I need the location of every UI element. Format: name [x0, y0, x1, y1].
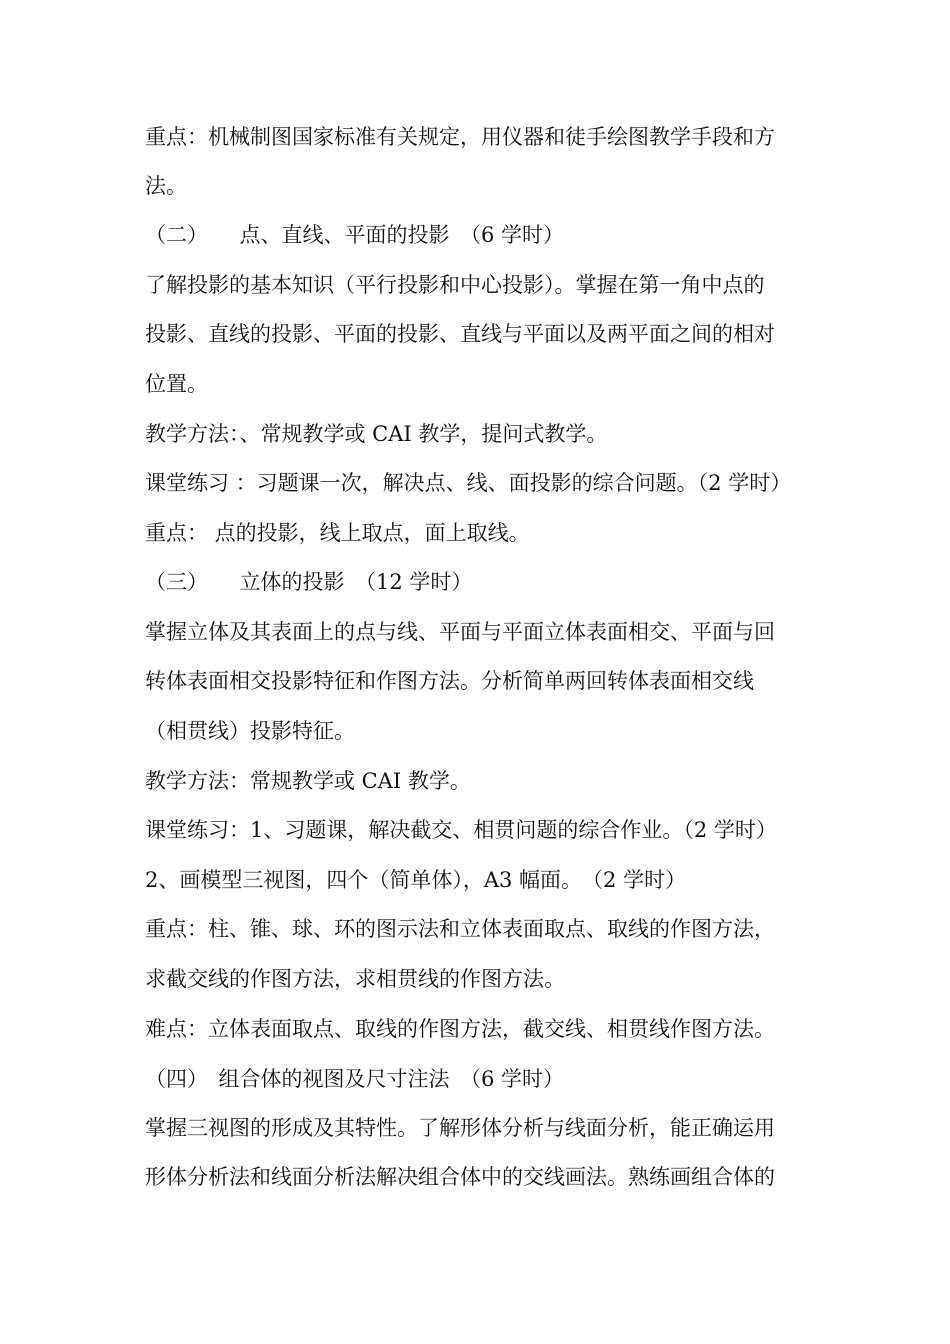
text-line-objectives-4b: 形体分析法和线面分析法解决组合体中的交线画法。熟练画组合体的	[145, 1165, 775, 1189]
text-line-objectives-2c: 位置。	[145, 372, 208, 396]
text-line-objectives-4a: 掌握三视图的形成及其特性。了解形体分析与线面分析，能正确运用	[145, 1116, 775, 1140]
text-line-key-points-1: 重点：机械制图国家标准有关规定，用仪器和徒手绘图教学手段和方	[145, 125, 775, 149]
section-heading-4: （四） 组合体的视图及尺寸注法 （6 学时）	[145, 1067, 565, 1091]
text-line-objectives-3a: 掌握立体及其表面上的点与线、平面与平面立体表面相交、平面与回	[145, 620, 775, 644]
text-line-objectives-2a: 了解投影的基本知识（平行投影和中心投影）。掌握在第一角中点的	[145, 273, 765, 297]
text-line-key-points-2: 重点： 点的投影，线上取点，面上取线。	[145, 521, 530, 545]
text-line-objectives-3b: 转体表面相交投影特征和作图方法。分析简单两回转体表面相交线	[145, 669, 754, 693]
text-line-classroom-practice-3b: 2、画模型三视图，四个（简单体），A3 幅面。 （2 学时）	[145, 868, 687, 892]
text-line-classroom-practice-2: 课堂练习 ：习题课一次，解决点、线、面投影的综合问题。（2 学时）	[145, 471, 792, 495]
text-line-objectives-3c: （相贯线）投影特征。	[145, 719, 355, 743]
text-line-classroom-practice-3a: 课堂练习：1、习题课，解决截交、相贯问题的综合作业。（2 学时）	[145, 818, 777, 842]
section-heading-3: （三） 立体的投影 （12 学时）	[145, 570, 473, 594]
section-heading-2: （二） 点、直线、平面的投影 （6 学时）	[145, 223, 565, 247]
text-line-key-points-1-cont: 法。	[145, 174, 187, 198]
text-line-key-points-3b: 求截交线的作图方法，求相贯线的作图方法。	[145, 967, 565, 991]
text-line-objectives-2b: 投影、直线的投影、平面的投影、直线与平面以及两平面之间的相对	[145, 322, 775, 346]
text-line-key-points-3a: 重点：柱、锥、球、环的图示法和立体表面取点、取线的作图方法，	[145, 917, 775, 941]
text-line-teaching-method-2: 教学方法：、常规教学或 CAI 教学，提问式教学。	[145, 422, 608, 446]
text-line-difficult-points-3: 难点：立体表面取点、取线的作图方法，截交线、相贯线作图方法。	[145, 1017, 775, 1041]
text-line-teaching-method-3: 教学方法：常规教学或 CAI 教学。	[145, 769, 471, 793]
